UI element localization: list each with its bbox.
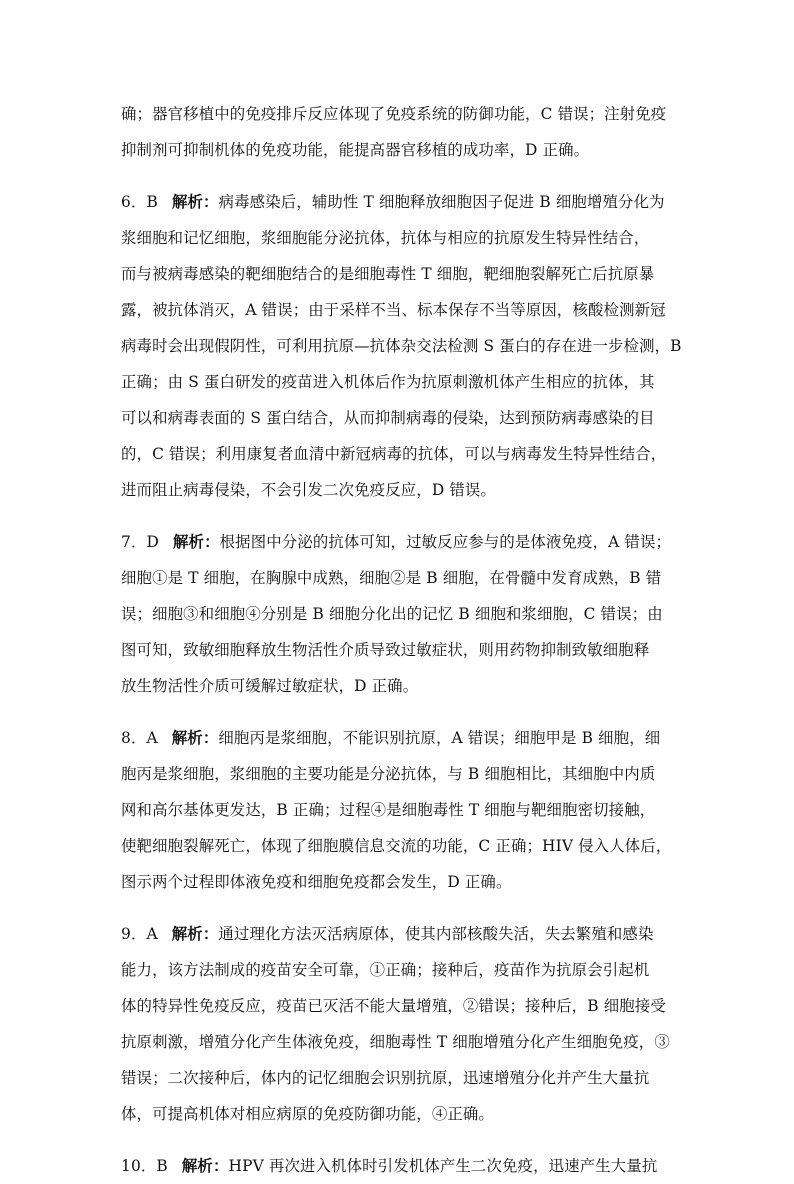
answer-10-first-line: [121, 1148, 684, 1184]
answer-number: 10．B: [121, 1157, 168, 1175]
answer-line: 正确；由 S 蛋白研发的疫苗进入机体后作为抗原刺激机体产生相应的抗体，其: [121, 373, 655, 391]
answer-text: 细胞丙是浆细胞，不能识别抗原，A 错误；细胞甲是 B 细胞，细: [218, 729, 661, 747]
analysis-label: 解析：: [171, 925, 219, 943]
answer-7: [121, 524, 684, 704]
continuation-paragraph: [121, 96, 684, 168]
answer-line: 误；细胞③和细胞④分别是 B 细胞分化出的记忆 B 细胞和浆细胞，C 错误；由: [121, 605, 663, 623]
answer-line: 细胞①是 T 细胞，在胸腺中成熟，细胞②是 B 细胞，在骨髓中发育成熟，B 错: [121, 569, 662, 587]
continuation-line: 确；器官移植中的免疫排斥反应体现了免疫系统的防御功能，C 错误；注射免疫: [121, 105, 667, 123]
answer-line: 图可知，致敏细胞释放生物活性介质导致过敏症状，则用药物抑制致敏细胞释: [121, 641, 650, 659]
answer-number: 8．A: [121, 729, 158, 747]
answer-6-first-line: [121, 184, 684, 220]
answer-9-first-line: [121, 916, 684, 952]
answer-line: 体的特异性免疫反应，疫苗已灭活不能大量增殖，②错误；接种后，B 细胞接受: [121, 997, 666, 1015]
continuation-line: 抑制剂可抑制机体的免疫功能，能提高器官移植的成功率，D 正确。: [121, 141, 590, 159]
answer-10: [121, 1148, 684, 1184]
answer-line: 胞丙是浆细胞，浆细胞的主要功能是分泌抗体，与 B 细胞相比，其细胞中内质: [121, 765, 656, 783]
answer-line: 网和高尔基体更发达，B 正确；过程④是细胞毒性 T 细胞与靶细胞密切接触，: [121, 801, 656, 819]
answer-line: 的，C 错误；利用康复者血清中新冠病毒的抗体，可以与病毒发生特异性结合，: [121, 445, 667, 463]
answer-line: 进而阻止病毒侵染，不会引发二次免疫反应，D 错误。: [121, 481, 496, 499]
answer-text: 根据图中分泌的抗体可知，过敏反应参与的是体液免疫，A 错误；: [219, 533, 672, 551]
answer-text: HPV 再次进入机体时引发机体产生二次免疫，迅速产生大量抗: [228, 1157, 658, 1175]
answer-text: 通过理化方法灭活病原体，使其内部核酸失活，失去繁殖和感染: [218, 925, 654, 943]
answer-line: 体，可提高机体对相应病原的免疫防御功能，④正确。: [121, 1105, 494, 1123]
answer-number: 9．A: [121, 925, 158, 943]
answer-line: 而与被病毒感染的靶细胞结合的是细胞毒性 T 细胞，靶细胞裂解死亡后抗原暴: [121, 265, 655, 283]
answer-line: 露，被抗体消灭，A 错误；由于采样不当、标本保存不当等原因，核酸检测新冠: [121, 301, 666, 319]
answer-line: 抗原刺激，增殖分化产生体液免疫，细胞毒性 T 细胞增殖分化产生细胞免疫，③: [121, 1033, 670, 1051]
analysis-label: 解析：: [171, 729, 219, 747]
answer-9: [121, 916, 684, 1132]
answer-8-first-line: [121, 720, 684, 756]
answer-line: 放生物活性介质可缓解过敏症状，D 正确。: [121, 677, 419, 695]
answer-line: 图示两个过程即体液免疫和细胞免疫都会发生，D 正确。: [121, 873, 512, 891]
answer-8: [121, 720, 684, 900]
analysis-label: 解析：: [171, 193, 219, 211]
answer-line: 病毒时会出现假阴性，可利用抗原—抗体杂交法检测 S 蛋白的存在进一步检测，B: [121, 337, 682, 355]
answer-7-first-line: [121, 524, 684, 560]
answer-text: 病毒感染后，辅助性 T 细胞释放细胞因子促进 B 细胞增殖分化为: [218, 193, 665, 211]
answer-line: 错误；二次接种后，体内的记忆细胞会识别抗原，迅速增殖分化并产生大量抗: [121, 1069, 650, 1087]
analysis-label: 解析：: [172, 533, 220, 551]
answer-number: 7．D: [121, 533, 159, 551]
answer-line: 能力，该方法制成的疫苗安全可靠，①正确；接种后，疫苗作为抗原会引起机: [121, 961, 650, 979]
answer-number: 6．B: [121, 193, 158, 211]
answer-6: [121, 184, 684, 508]
answer-line: 使靶细胞裂解死亡，体现了细胞膜信息交流的功能，C 正确；HIV 侵入人体后，: [121, 837, 672, 855]
analysis-label: 解析：: [181, 1157, 229, 1175]
answer-line: 浆细胞和记忆细胞，浆细胞能分泌抗体，抗体与相应的抗原发生特异性结合，: [121, 229, 650, 247]
answer-line: 可以和病毒表面的 S 蛋白结合，从而抑制病毒的侵染，达到预防病毒感染的目: [121, 409, 655, 427]
